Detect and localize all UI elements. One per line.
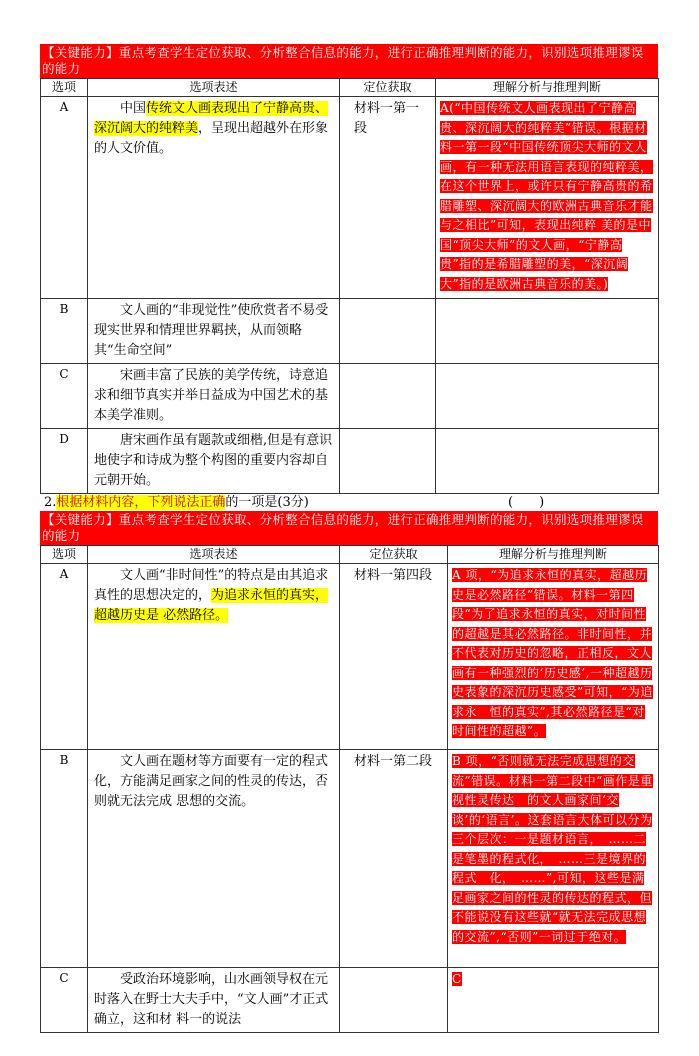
table-row bbox=[41, 364, 659, 429]
header-analysis: 理解分析与推理判断 bbox=[448, 546, 659, 564]
location-cell bbox=[340, 429, 436, 494]
location-cell: 材料一第四段 bbox=[340, 564, 448, 750]
analysis-cell bbox=[448, 564, 659, 750]
table-row bbox=[41, 750, 659, 968]
location-cell bbox=[340, 299, 436, 364]
document-page bbox=[40, 44, 658, 1033]
key-ability-text: 【关键能力】重点考查学生定位获取、分析整合信息的能力，进行正确推理判断的能力，识别选项推理谬误的能力 bbox=[42, 45, 644, 76]
location-cell bbox=[340, 364, 436, 429]
header-analysis: 理解分析与推理判断 bbox=[436, 79, 659, 97]
option-statement: 宋画丰富了民族的美学传统，诗意追求和细节真实并举日益成为中国艺术的基本美学准则。 bbox=[88, 364, 340, 429]
statement-highlight: 为追求永恒的真实，超越历史是 必然路径。 bbox=[94, 588, 329, 623]
option-statement bbox=[88, 564, 340, 750]
analysis-text: C bbox=[452, 972, 462, 986]
option-label: C bbox=[41, 364, 88, 429]
option-label: B bbox=[41, 750, 88, 968]
analysis-cell bbox=[436, 97, 659, 299]
statement-pre: 中国 bbox=[120, 101, 147, 116]
option-label: C bbox=[41, 968, 88, 1033]
header-statement: 选项表述 bbox=[88, 546, 340, 564]
header-statement: 选项表述 bbox=[88, 79, 340, 97]
table-header-row bbox=[41, 546, 659, 564]
table-row bbox=[41, 429, 659, 494]
option-statement: 文人画的“非现觉性”使欣赏者不易受现实世界和情理世界羁挟，从而领略其“生命空间” bbox=[88, 299, 340, 364]
answer-paren: ( ) bbox=[508, 495, 545, 510]
table-row bbox=[41, 564, 659, 750]
table-row bbox=[41, 299, 659, 364]
analysis-text: A 项，“为追求永恒的真实，超越历史是必然路径”错误。材料一第四段“为了追求永恒的真实，对时间性的超越是其必然路径。非时间性，并不代表对历史的忽略，正相反，文人画有一种强烈的‘历史感’,一种超越历史表象的深沉历史感受”可知，“为追求永 恒的真实”,其必然路径是“对时间性的超越”。 bbox=[452, 568, 653, 738]
analysis-text: A(“中国传统文人画表现出了宁静高贵、深沉阔大的纯粹美”错误。根据材料一第一段“中国传统顶尖大师的文人画，有一种无法用语言表现的纯粹美，在这个世界上，或许只有宁静高贵的希腊雕塑、深沉阔大的欧洲古典音乐才能与之相比”可知，表现出纯粹 美的是中国“顶尖大师”的文人画，“宁静高贵”指的是希腊雕塑的美，“深沉阔大”指的是欧洲古典音乐的美。) bbox=[440, 101, 653, 291]
analysis-cell bbox=[448, 750, 659, 968]
question-rest: 的一项是(3分) bbox=[225, 495, 309, 510]
statement-highlight: 传统文人画表现出了宁静高贵、深沉阔大的 bbox=[94, 101, 329, 136]
header-option: 选项 bbox=[41, 79, 88, 97]
analysis-cell bbox=[436, 429, 659, 494]
option-label: B bbox=[41, 299, 88, 364]
key-ability-banner bbox=[40, 44, 658, 78]
option-label: A bbox=[41, 564, 88, 750]
question-number: 2. bbox=[44, 495, 57, 510]
table-row bbox=[41, 968, 659, 1033]
statement-post: ，呈现出超越外在形象的人文价值。 bbox=[94, 121, 329, 156]
statement-pre: 文人画“非时间性”的特点是由其追求真性的思想决定的， bbox=[94, 568, 329, 603]
question-2 bbox=[40, 494, 658, 511]
option-label: D bbox=[41, 429, 88, 494]
location-cell: 材料一第一段 bbox=[340, 97, 436, 299]
table-header-row bbox=[41, 79, 659, 97]
analysis-text: B 项，“否则就无法完成思想的交流”错误。材料一第二段中“画作是重视性灵传达 的文人画家间‘交谈’的‘语言’。这套语言大体可以分为三个层次：一是题材语言， ……二是笔墨的程式化， ……三是境界的程式 化， ……”,可知，这些是满足画家之间的性灵的传达的程式，但不能说没有这些就“就无法完成思想的交流”,“否则”一词过于绝对。 bbox=[452, 754, 653, 944]
statement-highlight-2: 纯粹美 bbox=[159, 121, 199, 136]
location-cell: 材料一第二段 bbox=[340, 750, 448, 968]
option-statement: 唐宋画作虽有题款或细楷,但是有意识地使字和诗成为整个构图的重要内容却自元朝开始。 bbox=[88, 429, 340, 494]
option-label: A bbox=[41, 97, 88, 299]
option-statement: 文人画在题材等方面要有一定的程式化，方能满足画家之间的性灵的传达，否则就无法完成 思想的交流。 bbox=[88, 750, 340, 968]
question-highlight: 根据材料内容，下列说法正确 bbox=[56, 495, 226, 510]
header-option: 选项 bbox=[41, 546, 88, 564]
key-ability-banner-2 bbox=[40, 511, 658, 545]
location-cell bbox=[340, 968, 448, 1033]
header-location: 定位获取 bbox=[340, 546, 448, 564]
analysis-table-1 bbox=[40, 78, 659, 494]
option-statement bbox=[88, 97, 340, 299]
analysis-table-2 bbox=[40, 545, 659, 1033]
table-row bbox=[41, 97, 659, 299]
header-location: 定位获取 bbox=[340, 79, 436, 97]
option-statement: 受政治环境影响，山水画领导权在元时落入在野士大夫手中，“文人画”才正式确立，这和材 料一的说法 bbox=[88, 968, 340, 1033]
analysis-cell bbox=[436, 364, 659, 429]
key-ability-text: 【关键能力】重点考查学生定位获取、分析整合信息的能力，进行正确推理判断的能力，识别选项推理谬误的能力 bbox=[42, 512, 644, 543]
analysis-cell bbox=[448, 968, 659, 1033]
analysis-cell bbox=[436, 299, 659, 364]
